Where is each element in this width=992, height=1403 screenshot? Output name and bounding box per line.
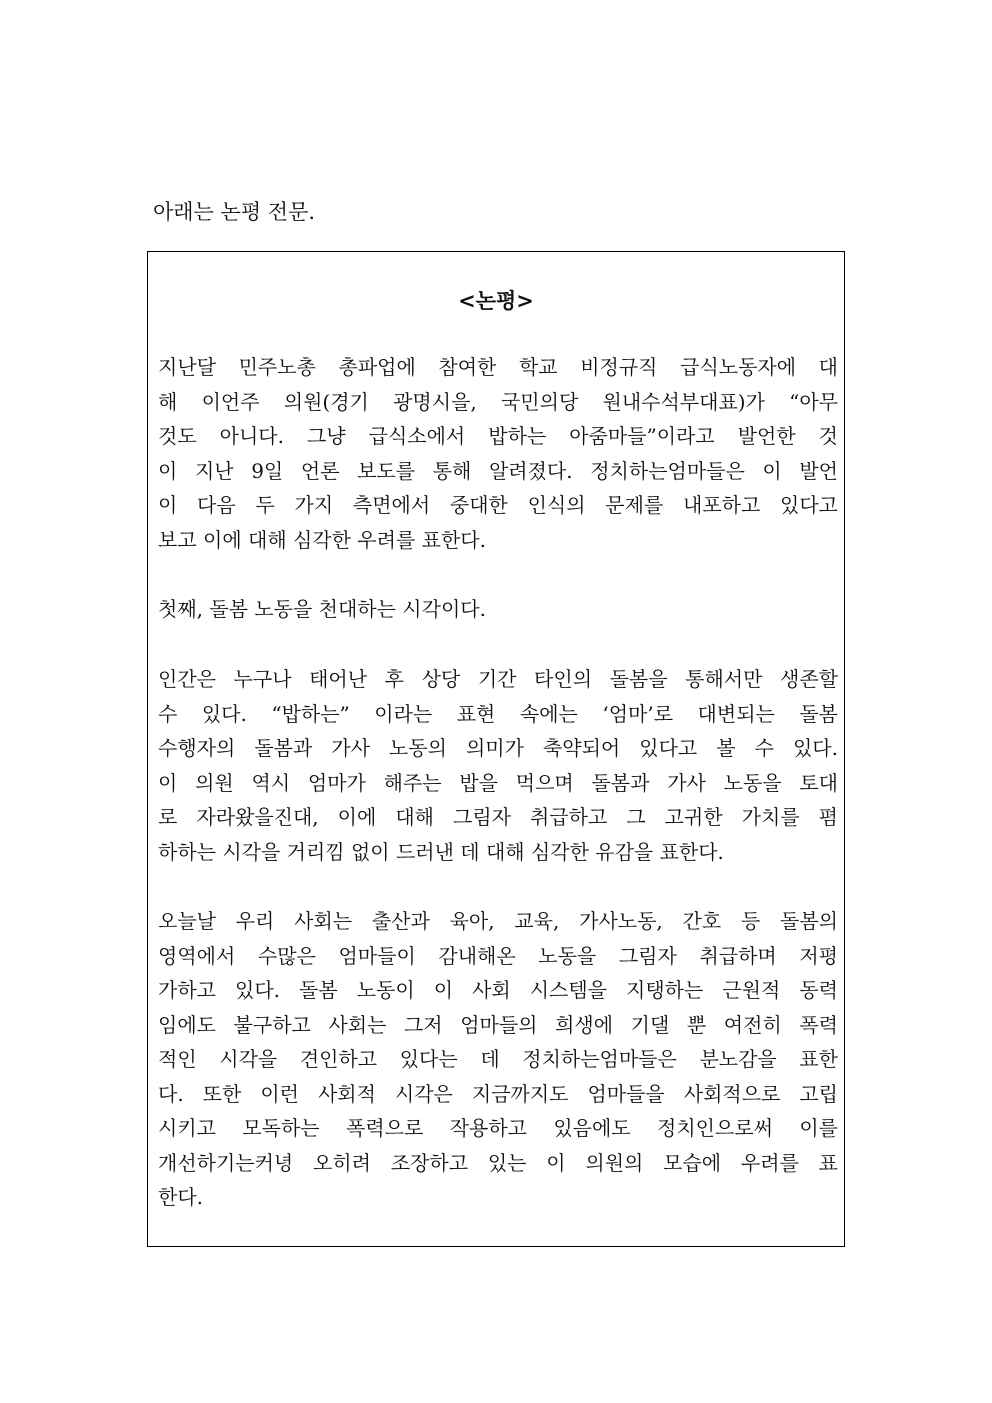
- paragraph-line: 적인 시각을 견인하고 있다는 데 정치하는엄마들은 분노감을 표한: [158, 1047, 838, 1071]
- paragraph-3: [158, 662, 838, 869]
- paragraph-line: 인간은 누구나 태어난 후 상당 기간 타인의 돌봄을 통해서만 생존할: [158, 667, 838, 691]
- paragraph-line: 임에도 불구하고 사회는 그저 엄마들의 희생에 기댈 뿐 여전히 폭력: [158, 1012, 838, 1037]
- paragraph-line: 영역에서 수많은 엄마들이 감내해온 노동을 그림자 취급하며 저평: [158, 943, 838, 968]
- paragraph-2: [158, 592, 838, 627]
- paragraph-line: 하하는 시각을 거리낌 없이 드러낸 데 대해 심각한 유감을 표한다.: [158, 839, 724, 864]
- paragraph-line: 이 지난 9일 언론 보도를 통해 알려졌다. 정치하는엄마들은 이 발언: [158, 458, 838, 483]
- paragraph-line: 이 다음 두 가지 측면에서 중대한 인식의 문제를 내포하고 있다고: [158, 493, 838, 517]
- paragraph-4: [158, 904, 838, 1215]
- paragraph-line: 개선하기는커녕 오히려 조장하고 있는 이 의원의 모습에 우려를 표: [158, 1150, 838, 1175]
- paragraph-line: 보고 이에 대해 심각한 우려를 표한다.: [158, 527, 486, 552]
- paragraph-line: 다. 또한 이런 사회적 시각은 지금까지도 엄마들을 사회적으로 고립: [158, 1081, 838, 1106]
- paragraph-line: 이 의원 역시 엄마가 해주는 밥을 먹으며 돌봄과 가사 노동을 토대: [158, 770, 838, 795]
- paragraph-line: 첫째, 돌봄 노동을 천대하는 시각이다.: [158, 597, 486, 621]
- paragraph-line: 로 자라왔을진대, 이에 대해 그림자 취급하고 그 고귀한 가치를 폄: [158, 805, 838, 829]
- paragraph-line: 수행자의 돌봄과 가사 노동의 의미가 축약되어 있다고 볼 수 있다.: [158, 736, 838, 760]
- intro-text: 아래는 논평 전문.: [153, 200, 316, 224]
- paragraph-line: 가하고 있다. 돌봄 노동이 이 사회 시스템을 지탱하는 근원적 동력: [158, 978, 838, 1002]
- statement-box: [147, 251, 845, 1247]
- paragraph-line: 것도 아니다. 그냥 급식소에서 밥하는 아줌마들”이라고 발언한 것: [158, 424, 838, 448]
- paragraph-line: 시키고 모독하는 폭력으로 작용하고 있음에도 정치인으로써 이를: [158, 1116, 838, 1140]
- paragraph-line: 한다.: [158, 1185, 203, 1209]
- paragraph-line: 오늘날 우리 사회는 출산과 육아, 교육, 가사노동, 간호 등 돌봄의: [158, 909, 838, 933]
- paragraph-1: [158, 350, 838, 557]
- statement-title: <논평>: [458, 288, 534, 313]
- paragraph-line: 수 있다. “밥하는” 이라는 표현 속에는 ‘엄마’로 대변되는 돌봄: [158, 701, 838, 726]
- paragraph-line: 해 이언주 의원(경기 광명시을, 국민의당 원내수석부대표)가 “아무: [158, 389, 838, 414]
- paragraph-line: 지난달 민주노총 총파업에 참여한 학교 비정규직 급식노동자에 대: [158, 355, 838, 379]
